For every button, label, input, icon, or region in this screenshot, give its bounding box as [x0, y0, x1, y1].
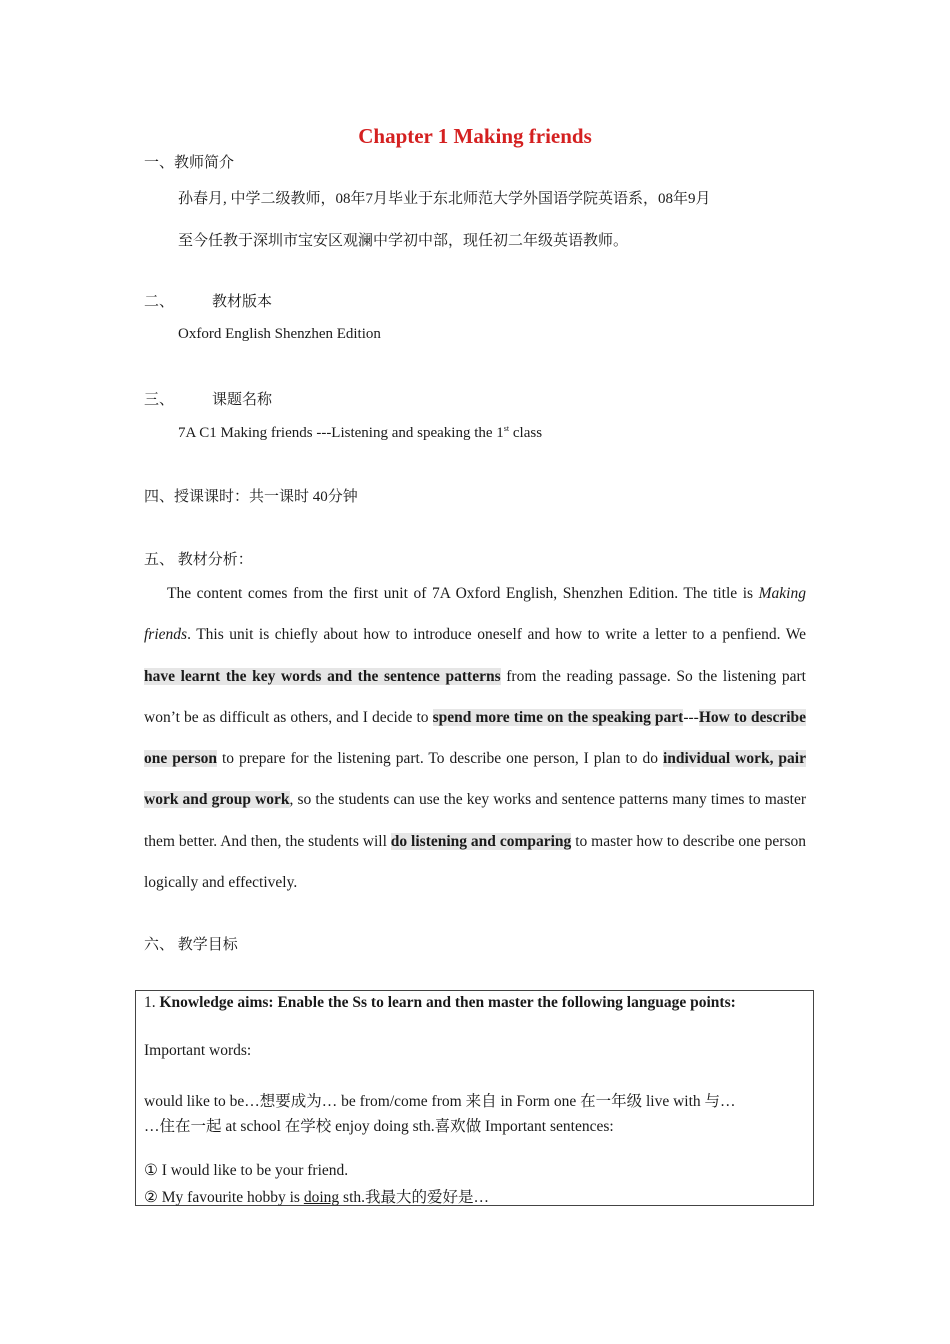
analysis-title-italic: Making friends — [144, 585, 806, 644]
highlight-speaking-part: spend more time on the speaking part — [432, 708, 684, 726]
analysis-text-1: The content comes from the first unit of 7A Oxford English, Shenzhen Edition. The title is — [167, 585, 759, 602]
lesson-topic-sup: st — [503, 424, 510, 433]
textbook-edition: Oxford English Shenzhen Edition — [178, 326, 381, 342]
textbook-analysis-paragraph — [144, 573, 806, 903]
highlight-key-words: have learnt the key words and the sentence patterns — [144, 667, 501, 685]
analysis-text-3: from the reading passage. So the listening part won’t be as difficult as others, and I decide to — [144, 667, 806, 726]
section-5-heading: 五、 教材分析： — [144, 552, 253, 568]
knowledge-aims-title — [144, 994, 736, 1012]
highlight-listening: do listening and comparing — [390, 832, 572, 850]
page-title: Chapter 1 Making friends — [358, 124, 592, 148]
teacher-intro-line-2: 至今任教于深圳市宝安区观澜中学初中部，现任初二年级英语教师。 — [178, 233, 629, 249]
section-1-heading: 一、教师简介 — [144, 155, 235, 171]
section-3-heading: 课题名称 — [212, 392, 273, 408]
aims-title-text: Knowledge aims: Enable the Ss to learn and then master the following language points: — [159, 994, 736, 1011]
sentence-2-underlined: doing — [303, 1189, 340, 1206]
sentence-2-end: sth.我最大的爱好是… — [339, 1189, 489, 1206]
section-2-heading: 教材版本 — [212, 294, 273, 310]
analysis-text-7: to master how to describe one person logically and effectively. — [144, 832, 807, 892]
sentence-2 — [144, 1185, 489, 1207]
words-line-2: …住在一起 at school 在学校 enjoy doing sth.喜欢做 Important sentences: — [144, 1118, 614, 1135]
section-3-number: 三、 — [144, 392, 175, 408]
section-4-heading: 四、授课课时：共一课时 40分钟 — [144, 489, 358, 505]
aims-number: 1. — [144, 994, 160, 1011]
section-2-number: 二、 — [144, 294, 175, 310]
analysis-text-2: . This unit is chiefly about how to introduce oneself and how to write a letter to a penfiend. We — [187, 626, 806, 644]
sentence-2-start: ② My favourite hobby is — [144, 1189, 304, 1206]
words-line-1: would like to be…想要成为… be from/come from 来自 in Form one 在一年级 live with 与… — [144, 1093, 736, 1110]
section-6-heading: 六、 教学目标 — [144, 937, 238, 953]
lesson-topic-end: class — [509, 425, 543, 441]
analysis-text-5: to prepare for the listening part. To describe one person, I plan to do — [217, 750, 663, 768]
aims-table — [135, 990, 814, 1206]
highlight-work-types: individual work, pair work and group work — [144, 750, 806, 809]
highlight-describe-person: How to describe one person — [144, 708, 807, 768]
important-words-label: Important words: — [144, 1042, 252, 1059]
lesson-topic-main: 7A C1 Making friends ---Listening and speaking the 1 — [178, 425, 504, 441]
teacher-intro-line-1: 孙春月, 中学二级教师，08年7月毕业于东北师范大学外国语学院英语系，08年9月 — [178, 191, 711, 207]
analysis-text-6: , so the students can use the key works and sentence patterns many times to master them better. And then, the students will — [144, 791, 807, 850]
lesson-topic — [178, 424, 542, 442]
analysis-text-4: --- — [683, 708, 699, 726]
sentence-1: ① I would like to be your friend. — [144, 1162, 349, 1179]
